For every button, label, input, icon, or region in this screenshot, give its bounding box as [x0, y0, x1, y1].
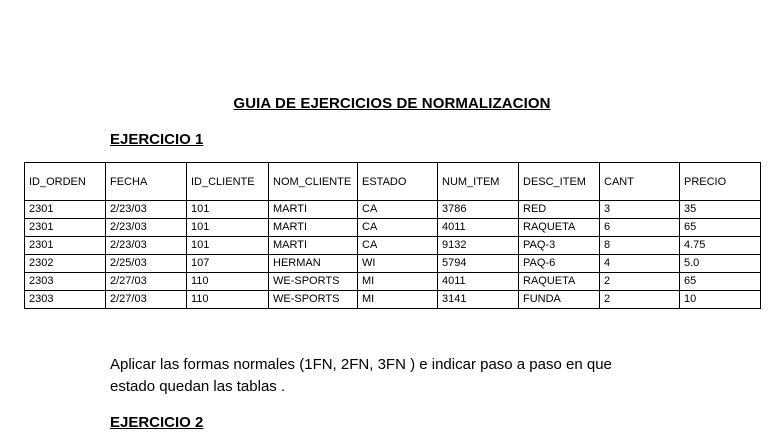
table-cell: 2/23/03: [106, 237, 187, 255]
table-cell: 2/27/03: [106, 291, 187, 309]
column-header: NOM_CLIENTE: [269, 163, 358, 201]
table-row: [25, 219, 761, 237]
table-cell: CA: [358, 201, 438, 219]
table-cell: FUNDA: [519, 291, 600, 309]
table-cell: 2/23/03: [106, 201, 187, 219]
exercise-2-heading: EJERCICIO 2: [110, 414, 204, 431]
table-cell: MARTI: [269, 219, 358, 237]
table-cell: MI: [358, 273, 438, 291]
table-cell: 4011: [438, 273, 519, 291]
table-cell: 101: [187, 237, 269, 255]
column-header: FECHA: [106, 163, 187, 201]
column-header: ESTADO: [358, 163, 438, 201]
table-cell: RAQUETA: [519, 273, 600, 291]
table-cell: 107: [187, 255, 269, 273]
table-cell: 3786: [438, 201, 519, 219]
instruction-line-2: estado quedan las tablas .: [110, 378, 286, 395]
table-cell: 110: [187, 291, 269, 309]
table-cell: 9132: [438, 237, 519, 255]
table-cell: RED: [519, 201, 600, 219]
column-header: DESC_ITEM: [519, 163, 600, 201]
table-row: [25, 255, 761, 273]
table-cell: 65: [680, 219, 761, 237]
table-cell: 4011: [438, 219, 519, 237]
table-cell: MI: [358, 291, 438, 309]
table-cell: 3141: [438, 291, 519, 309]
column-header: CANT: [600, 163, 680, 201]
column-header: NUM_ITEM: [438, 163, 519, 201]
table-cell: 2: [600, 273, 680, 291]
table-cell: 35: [680, 201, 761, 219]
table-cell: RAQUETA: [519, 219, 600, 237]
table-cell: 6: [600, 219, 680, 237]
table-cell: 2: [600, 291, 680, 309]
table-cell: 2301: [25, 201, 106, 219]
table-cell: MARTI: [269, 237, 358, 255]
column-header: ID_CLIENTE: [187, 163, 269, 201]
table-cell: 2302: [25, 255, 106, 273]
table-cell: 101: [187, 219, 269, 237]
table-cell: 4: [600, 255, 680, 273]
table-row: [25, 291, 761, 309]
table-cell: 5.0: [680, 255, 761, 273]
instruction-paragraph: [110, 354, 710, 398]
table-cell: 4.75: [680, 237, 761, 255]
column-header: PRECIO: [680, 163, 761, 201]
table-cell: WE-SPORTS: [269, 291, 358, 309]
exercise-1-heading: EJERCICIO 1: [110, 131, 204, 148]
table-cell: 2301: [25, 219, 106, 237]
table-cell: 3: [600, 201, 680, 219]
table-cell: 110: [187, 273, 269, 291]
table-body: [25, 201, 761, 309]
table-cell: WE-SPORTS: [269, 273, 358, 291]
table-cell: CA: [358, 219, 438, 237]
table-cell: 2/23/03: [106, 219, 187, 237]
table-row: [25, 273, 761, 291]
table-cell: 2303: [25, 273, 106, 291]
table-cell: MARTI: [269, 201, 358, 219]
table-cell: 2301: [25, 237, 106, 255]
table-cell: 2/25/03: [106, 255, 187, 273]
table-cell: 2303: [25, 291, 106, 309]
table-cell: 10: [680, 291, 761, 309]
table-cell: HERMAN: [269, 255, 358, 273]
table-cell: 5794: [438, 255, 519, 273]
table-row: [25, 201, 761, 219]
column-header: ID_ORDEN: [25, 163, 106, 201]
table-cell: WI: [358, 255, 438, 273]
table-cell: 8: [600, 237, 680, 255]
instruction-line-1: Aplicar las formas normales (1FN, 2FN, 3FN ) e indicar paso a paso en que: [110, 356, 612, 373]
document-title: GUIA DE EJERCICIOS DE NORMALIZACION: [233, 95, 551, 112]
table-cell: 2/27/03: [106, 273, 187, 291]
table-cell: PAQ-3: [519, 237, 600, 255]
table-cell: PAQ-6: [519, 255, 600, 273]
table-cell: 65: [680, 273, 761, 291]
orders-table: [24, 162, 761, 309]
table-row: [25, 237, 761, 255]
table-header-row: [25, 163, 761, 201]
table-cell: 101: [187, 201, 269, 219]
table-cell: CA: [358, 237, 438, 255]
